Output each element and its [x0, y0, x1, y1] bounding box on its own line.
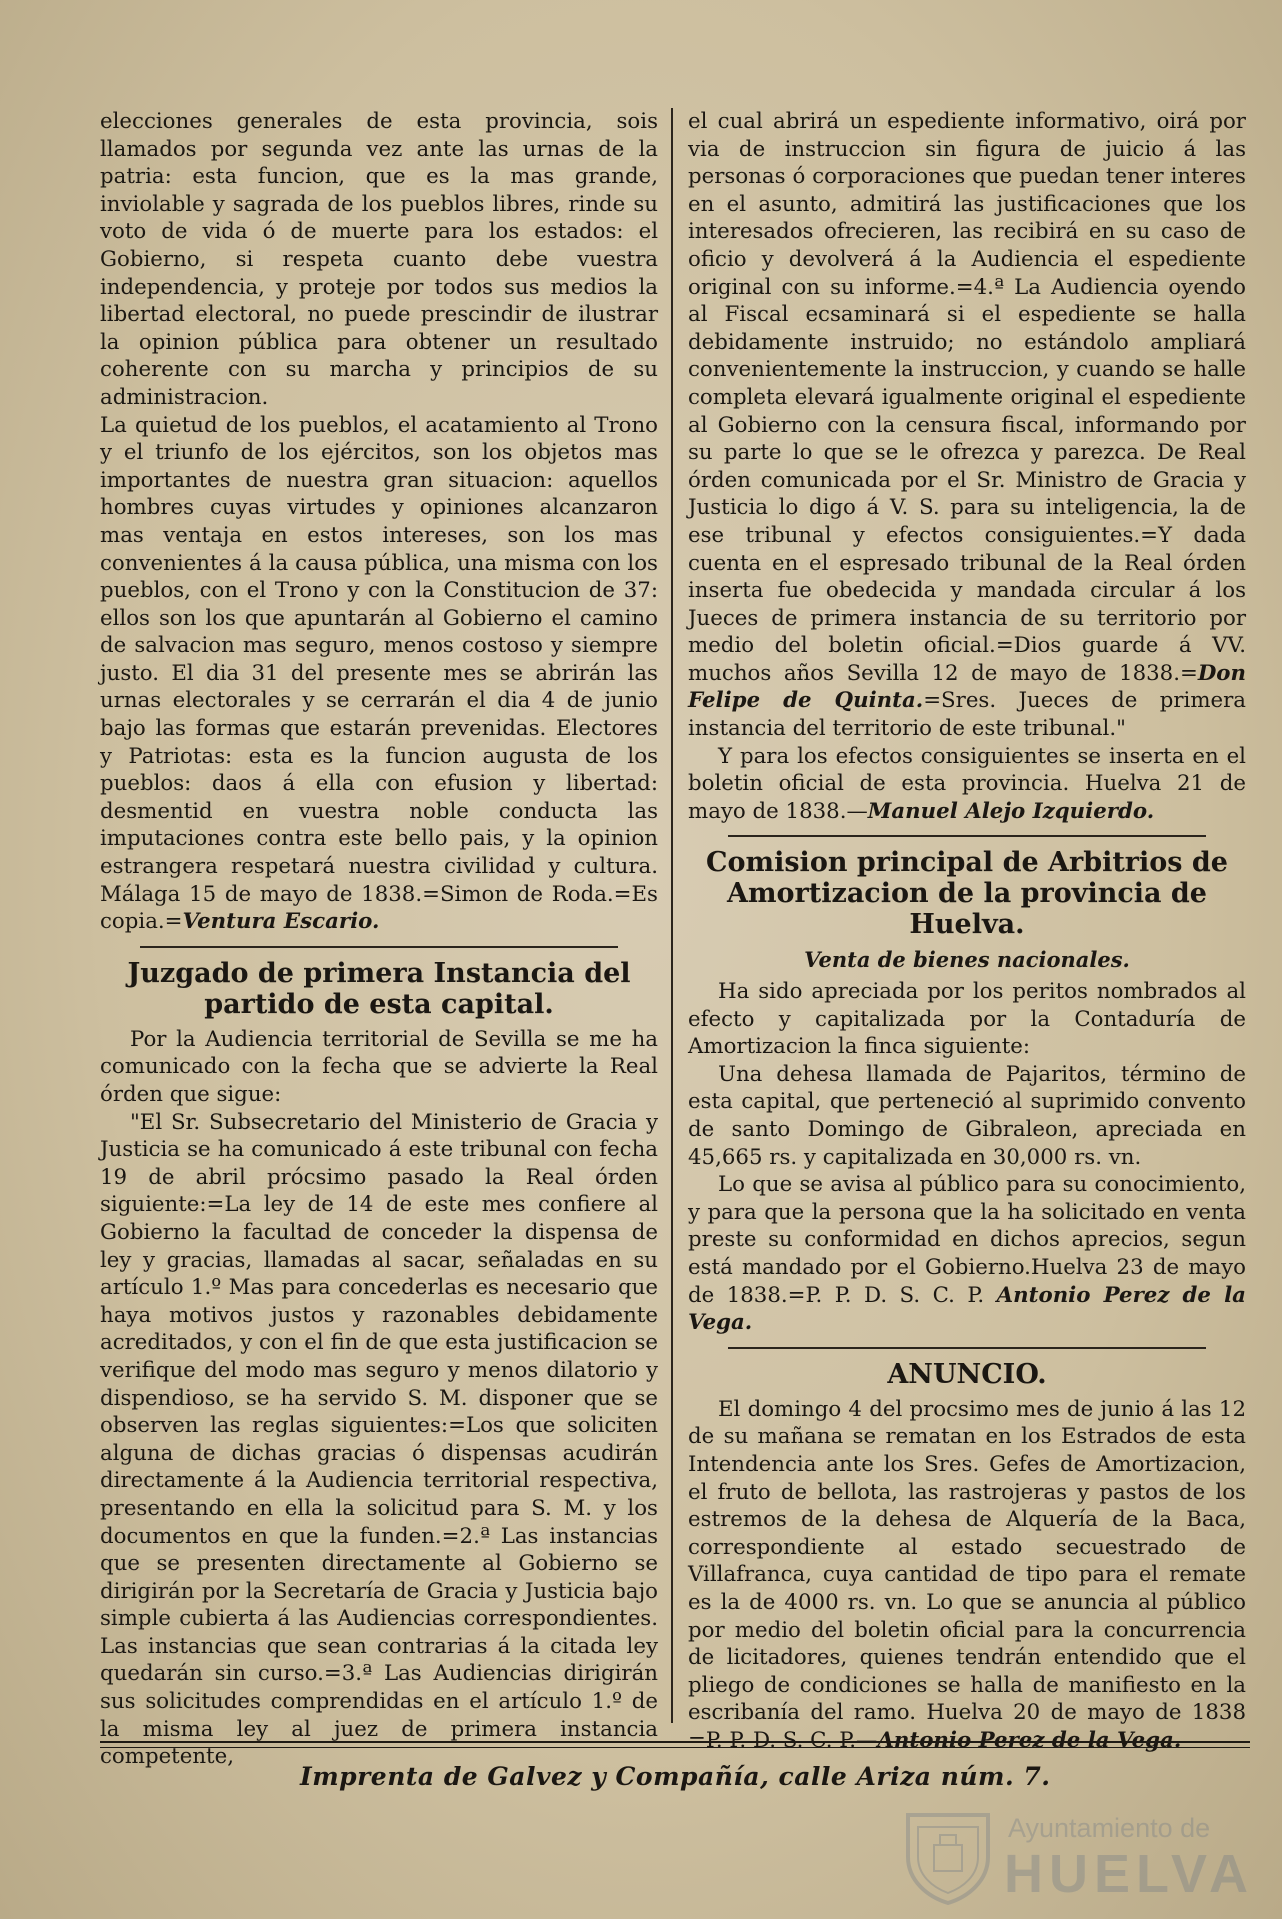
signature-antonio-perez-anuncio: Antonio Perez de la Vega.	[877, 1727, 1182, 1753]
anuncio-heading: ANUNCIO.	[887, 1358, 1047, 1390]
continuation-end: =Sres. Jueces de primera instancia del territorio de este tribunal."	[688, 688, 1246, 742]
juzgado-heading: Juzgado de primera Instancia del partido de esta capital.	[127, 957, 631, 1020]
signature-manuel-izquierdo: Manuel Alejo Izquierdo.	[867, 798, 1155, 824]
section-divider	[728, 835, 1206, 837]
comision-subheading: Venta de bienes nacionales.	[804, 947, 1130, 973]
continuation-text: el cual abrirá un espediente informativo, oirá por via de instruccion sin figura de juicio á las personas ó corporaciones que puedan tener interes en el asunto, admitirá las justificaciones que los interesados ofrecieren, las recibirá en su caso de oficio y devolverá á la Audiencia el espediente original con su informe.=4.ª La Audiencia oyendo al Fiscal ecsaminará si el espediente se halla debidamente instruido; no estándolo ampliará convenientemente la instruccion, y cuando se halle completa elevará igualmente original el espediente al Gobierno con la censura fiscal, informando por su parte lo que se le ofrezca y parezca. De Real órden comunicada por el Sr. Ministro de Gracia y Justicia lo digo á V. S. para su inteligencia, la de ese tribunal y efectos consiguientes.=Y dada cuenta en el espresado tribunal de la Real órden inserta fue obedecida y mandada circular á los Jueces de primera instancia de su territorio por medio del boletin oficial.=Dios guarde á VV. muchos años Sevilla 12 de mayo de 1838.=	[688, 109, 1246, 686]
signature-felipe-quinta: Don Felipe de Quinta.	[688, 660, 1246, 714]
bottom-rule	[100, 1741, 1250, 1748]
comision-paragraph-3	[688, 1171, 1246, 1337]
signature-antonio-perez: Antonio Perez de la Vega.	[688, 1282, 1246, 1336]
comision-p3-text: Lo que se avisa al público para su conocimiento, y para que la persona que la ha solicitado en venta preste su conformidad en dichos aprecios, segun está mandado por el Gobierno.Huelva 23 de mayo de 1838.=P. P. D. S. C. P.	[688, 1172, 1246, 1308]
signature-ventura-escario: Ventura Escario.	[182, 909, 380, 935]
comision-heading: Comision principal de Arbitrios de Amortizacion de la provincia de Huelva.	[706, 847, 1228, 941]
intro-paragraph: elecciones generales de esta provincia, sois llamados por segunda vez ante las urnas de la patria: esta funcion, que es la mas grande, inviolable y sagrada de los pueblos libres, rinde su voto de vida ó de muerte para los estados: el Gobierno, si respeta cuanto debe vuestra independencia, y proteje por todos sus medios la libertad electoral, no puede prescindir de ilustrar la opinion pública para obtener un resultado coherente con su marcha y principios de su administracion.	[100, 109, 658, 410]
paragraph-quietud	[100, 412, 658, 936]
printer-footer: Imprenta de Galvez y Compañía, calle Ariza núm. 7.	[300, 1762, 1051, 1791]
column-divider	[671, 108, 673, 1723]
watermark-line-1: Ayuntamiento de	[1008, 1813, 1211, 1843]
efectos-paragraph	[688, 743, 1246, 826]
anuncio-text: El domingo 4 del procsimo mes de junio á las 12 de su mañana se rematan en los Estrados de esta Intendencia ante los Sres. Gefes de Amortizacion, el fruto de bellota, las rastrojeras y pastos de los estremos de la dehesa de Alquería de la Baca, correspondiente al estado secuestrado de Villafranca, cuya cantidad de tipo para el remate es la de 4000 rs. vn. Lo que se anuncia al público por medio del boletin oficial para la concurrencia de licitadores, quienes tendrán entendido que el pliego de condiciones se halla de manifiesto en la escribanía del ramo. Huelva 20 de mayo de 1838 =P. P. D. S. C. P.—	[688, 1396, 1246, 1753]
comision-paragraph-1: Ha sido apreciada por los peritos nombrados al efecto y capitalizada por la Contaduría de Amortizacion la finca siguiente:	[688, 979, 1246, 1060]
efectos-text: Y para los efectos consiguientes se inserta en el boletin oficial de esta provincia. Huelva 21 de mayo de 1838.—	[688, 743, 1246, 824]
watermark	[900, 1805, 1254, 1905]
real-orden-continuation	[688, 108, 1246, 743]
paragraph-quietud-text: La quietud de los pueblos, el acatamiento al Trono y el triunfo de los ejércitos, son los objetos mas importantes de nuestra gran situacion: aquellos hombres cuyas virtudes y opiniones alcanzaron mas ventaja en estos intereses, son los mas convenientes á la causa pública, una misma con los pueblos, con el Trono y con la Constitucion de 37: ellos son los que apuntarán al Gobierno el camino de salvacion mas seguro, menos costoso y siempre justo. El dia 31 del presente mes se abrirán las urnas electorales y se cerrarán el dia 4 de junio bajo las formas que estarán prevenidas. Electores y Patriotas: esta es la funcion augusta de los pueblos: daos á ella con efusion y libertad: desmentid en vuestra noble conducta las imputaciones contra este bello pais, y la opinion estrangera respetará nuestra civilidad y cultura. Málaga 15 de mayo de 1838.=Simon de Roda.=Es copia.=	[100, 412, 658, 935]
comision-paragraph-2: Una dehesa llamada de Pajaritos, término de esta capital, que perteneció al suprimido convento de santo Domingo de Gibraleon, apreciada en 45,665 rs. y capitalizada en 30,000 rs. vn.	[688, 1061, 1246, 1170]
watermark-line-2: HUELVA	[1004, 1844, 1254, 1904]
section-divider	[728, 1347, 1206, 1349]
juzgado-body: "El Sr. Subsecretario del Ministerio de Gracia y Justicia se ha comunicado á este tribunal con fecha 19 de abril prócsimo pasado la Real órden siguiente:=La ley de 14 de este mes confiere al Gobierno la facultad de conceder la dispensa de ley y gracias, llamadas al sacar, señaladas en su artículo 1.º Mas para concederlas es necesario que haya motivos justos y razonables debidamente acreditados, y con el fin de que esta justificacion se verifique del modo mas seguro y menos dilatorio y dispendioso, se ha servido S. M. disponer que se observen las reglas siguientes:=Los que soliciten alguna de dichas gracias ó dispensas acudirán directamente á la Audiencia territorial respectiva, presentando en ella la solicitud para S. M. y los documentos en que la funden.=2.ª Las instancias que se presenten directamente al Gobierno se dirigirán por la Secretaría de Gracia y Justicia bajo simple cubierta á las Audiencias correspondientes. Las instancias que sean contrarias á la citada ley quedarán sin curso.=3.ª Las Audiencias dirigirán sus solicitudes comprendidas en el artículo 1.º de la misma ley al juez de primera instancia competente,	[100, 1109, 658, 1770]
section-divider	[140, 946, 618, 948]
juzgado-intro: Por la Audiencia territorial de Sevilla se me ha comunicado con la fecha que se advierte la Real órden que sigue:	[100, 1026, 658, 1107]
right-column	[688, 108, 1246, 1754]
anuncio-body	[688, 1396, 1246, 1755]
city-seal-icon	[900, 1805, 996, 1905]
left-column	[100, 108, 658, 1771]
